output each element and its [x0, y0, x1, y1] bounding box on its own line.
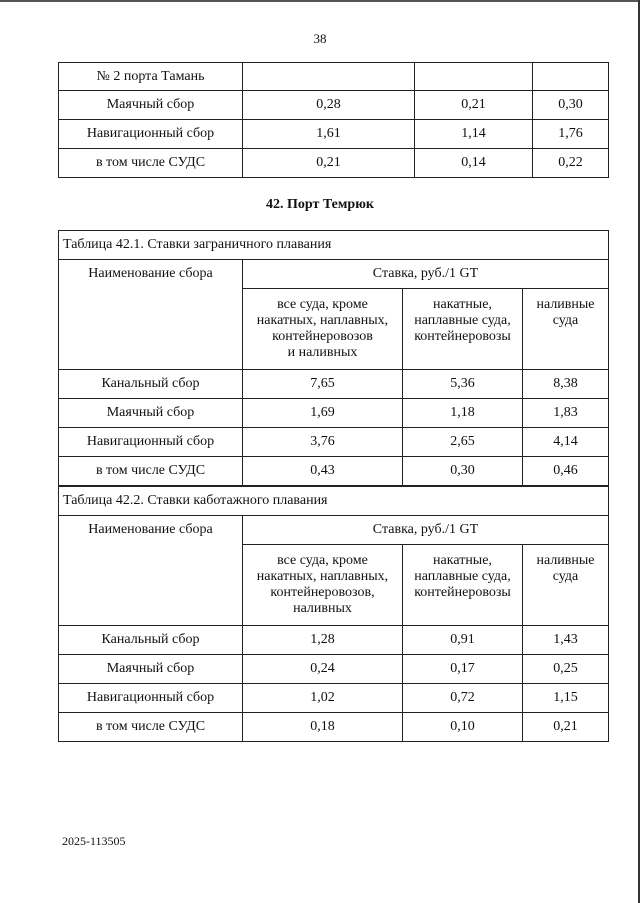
- table-row: [59, 457, 609, 486]
- table-caption: Таблица 42.1. Ставки заграничного плавания: [59, 231, 609, 260]
- table-row: [59, 626, 609, 655]
- fee-name-cell: в том числе СУДС: [59, 713, 243, 742]
- table-row: [59, 149, 609, 178]
- column-header-roro-container: накатные, наплавные суда, контейнеровозы: [403, 545, 523, 626]
- column-header-all-vessels: все суда, кроме накатных, наплавных, контейнеровозов, наливных: [243, 545, 403, 626]
- fee-name-cell: Навигационный сбор: [59, 684, 243, 713]
- rate-cell: 1,14: [415, 120, 533, 149]
- rate-cell: 1,76: [533, 120, 609, 149]
- rate-cell: 0,21: [415, 91, 533, 120]
- rate-cell: 0,91: [403, 626, 523, 655]
- rate-cell: 0,17: [403, 655, 523, 684]
- rate-cell: 7,65: [243, 370, 403, 399]
- section-title: 42. Порт Темрюк: [266, 197, 374, 212]
- rate-header: Ставка, руб./1 GT: [243, 516, 609, 545]
- rate-cell: 0,25: [523, 655, 609, 684]
- document-code: 2025-113505: [62, 834, 126, 848]
- rate-cell: [533, 63, 609, 91]
- rate-cell: 2,65: [403, 428, 523, 457]
- rate-cell: 0,18: [243, 713, 403, 742]
- fee-name-header: Наименование сбора: [59, 516, 243, 626]
- coastal-rates-table: [58, 486, 609, 742]
- table-row: [59, 120, 609, 149]
- rate-cell: 0,24: [243, 655, 403, 684]
- table-row: [59, 63, 609, 91]
- fee-name-header: Наименование сбора: [59, 260, 243, 370]
- rate-cell: 8,38: [523, 370, 609, 399]
- foreign-rates-table: [58, 230, 609, 486]
- rate-cell: 0,30: [533, 91, 609, 120]
- fee-name-cell: Маячный сбор: [59, 91, 243, 120]
- fee-name-cell: Маячный сбор: [59, 655, 243, 684]
- rate-cell: 1,61: [243, 120, 415, 149]
- table-row: [59, 428, 609, 457]
- rate-cell: [415, 63, 533, 91]
- page-edge-top: [0, 0, 640, 2]
- table-row: [59, 684, 609, 713]
- rate-cell: 0,21: [523, 713, 609, 742]
- rate-cell: 1,83: [523, 399, 609, 428]
- table-row: [59, 370, 609, 399]
- rate-cell: 0,21: [243, 149, 415, 178]
- rate-cell: 0,72: [403, 684, 523, 713]
- column-header-tankers: наливные суда: [523, 545, 609, 626]
- rate-cell: 0,43: [243, 457, 403, 486]
- rate-cell: 5,36: [403, 370, 523, 399]
- rate-header: Ставка, руб./1 GT: [243, 260, 609, 289]
- column-header-all-vessels: все суда, кроме накатных, наплавных, контейнеровозов и наливных: [243, 289, 403, 370]
- previous-port-table: [58, 62, 609, 178]
- fee-name-cell: в том числе СУДС: [59, 149, 243, 178]
- fee-name-cell: Маячный сбор: [59, 399, 243, 428]
- fee-name-cell: в том числе СУДС: [59, 457, 243, 486]
- page-number: 38: [313, 31, 327, 46]
- rate-cell: 1,18: [403, 399, 523, 428]
- table-row: [59, 91, 609, 120]
- fee-name-cell: № 2 порта Тамань: [59, 63, 243, 91]
- table-row: [59, 399, 609, 428]
- fee-name-cell: Навигационный сбор: [59, 120, 243, 149]
- fee-name-cell: Канальный сбор: [59, 626, 243, 655]
- column-header-tankers: наливные суда: [523, 289, 609, 370]
- rate-cell: 1,43: [523, 626, 609, 655]
- column-header-roro-container: накатные, наплавные суда, контейнеровозы: [403, 289, 523, 370]
- rate-cell: 3,76: [243, 428, 403, 457]
- rate-cell: 4,14: [523, 428, 609, 457]
- rate-cell: [243, 63, 415, 91]
- rate-cell: 0,14: [415, 149, 533, 178]
- rate-cell: 0,22: [533, 149, 609, 178]
- rate-cell: 0,10: [403, 713, 523, 742]
- table-row: [59, 713, 609, 742]
- rate-cell: 1,02: [243, 684, 403, 713]
- table-caption-row: [59, 231, 609, 260]
- rate-cell: 1,69: [243, 399, 403, 428]
- fee-name-cell: Навигационный сбор: [59, 428, 243, 457]
- rate-cell: 0,28: [243, 91, 415, 120]
- rate-cell: 1,15: [523, 684, 609, 713]
- table-row: [59, 655, 609, 684]
- rate-cell: 1,28: [243, 626, 403, 655]
- header-row: [59, 260, 609, 289]
- rate-cell: 0,46: [523, 457, 609, 486]
- table-caption-row: [59, 487, 609, 516]
- table-caption: Таблица 42.2. Ставки каботажного плавания: [59, 487, 609, 516]
- header-row: [59, 516, 609, 545]
- rate-cell: 0,30: [403, 457, 523, 486]
- fee-name-cell: Канальный сбор: [59, 370, 243, 399]
